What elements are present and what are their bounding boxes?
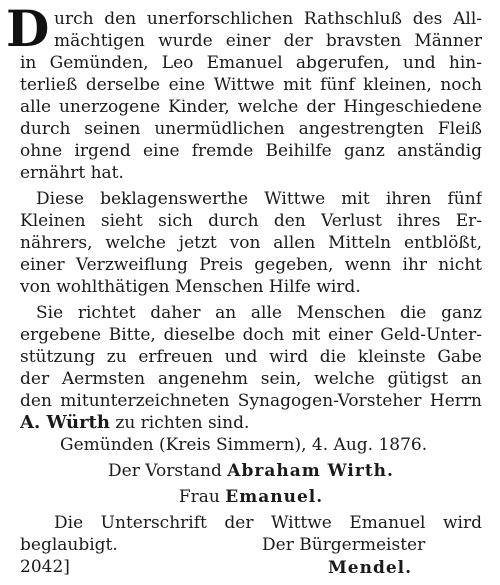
widow-name: Emanuel. [225,487,324,507]
text-line: ergebene Bitte, dieselbe doch mit einer Geld-Unter- [20,325,482,345]
text-line: nährers, welche jetzt von allen Mitteln entblößt, [20,233,482,253]
board-signature [20,460,482,482]
text-line: Diese beklagenswerthe Wittwe mit ihren fünf [36,189,482,209]
contact-name: A. Würth [20,412,110,433]
text-line: von wohlthätigen Menschen Hilfe wird. [20,277,361,297]
text-line: einer Verzweiflung Preis gegeben, wenn ihr nicht [20,255,482,275]
text-line: ernährt hat. [20,163,124,183]
dateline: Gemünden (Kreis Simmern), 4. Aug. 1876. [60,435,428,455]
signature-prefix: Frau [178,487,226,507]
attestation-line: Die Unterschrift der Wittwe Emanuel wird [54,513,482,533]
board-name: Abraham Wirth. [227,461,394,481]
text-line [20,412,482,434]
attestation-line: beglaubigt. [20,535,118,555]
text-fragment: zu richten sind. [109,413,250,433]
text-line: den mitunterzeichneten Synagogen-Vorsteher Herrn [20,391,482,411]
text-line: Sie richtet daher an alle Menschen die ganz [36,303,482,323]
mayor-name: Mendel. [327,558,413,578]
text-line: urch den unerforschlichen Rathschluß des All- [54,9,482,29]
text-line: Kleinen sieht sich durch den Verlust ihres Er- [20,211,482,231]
text-line: in Gemünden, Leo Emanuel abgerufen, und hin- [20,53,482,73]
text-line: alle unerzogene Kinder, welche der Hingeschiedene [20,97,482,117]
text-line: terließ derselbe eine Wittwe mit fünf kleinen, noch [20,75,482,95]
text-line: stützung zu erfreuen und wird die kleinste Gabe [20,347,482,367]
text-line: durch seinen unermüdlichen angestrengten Fleiß [20,119,482,139]
signature-prefix: Der Vorstand [108,461,228,481]
text-line: der Aermsten angenehm sein, welche gütigst an [20,369,482,389]
widow-signature [20,486,482,508]
notice-number: 2042] [20,557,70,577]
text-line: mächtigen wurde einer der bravsten Männer [54,31,482,51]
text-line: ohne irgend eine fremde Beihilfe ganz anständig [20,141,482,161]
mayor-title: Der Bürgermeister [262,535,426,555]
drop-cap: D [6,0,50,58]
